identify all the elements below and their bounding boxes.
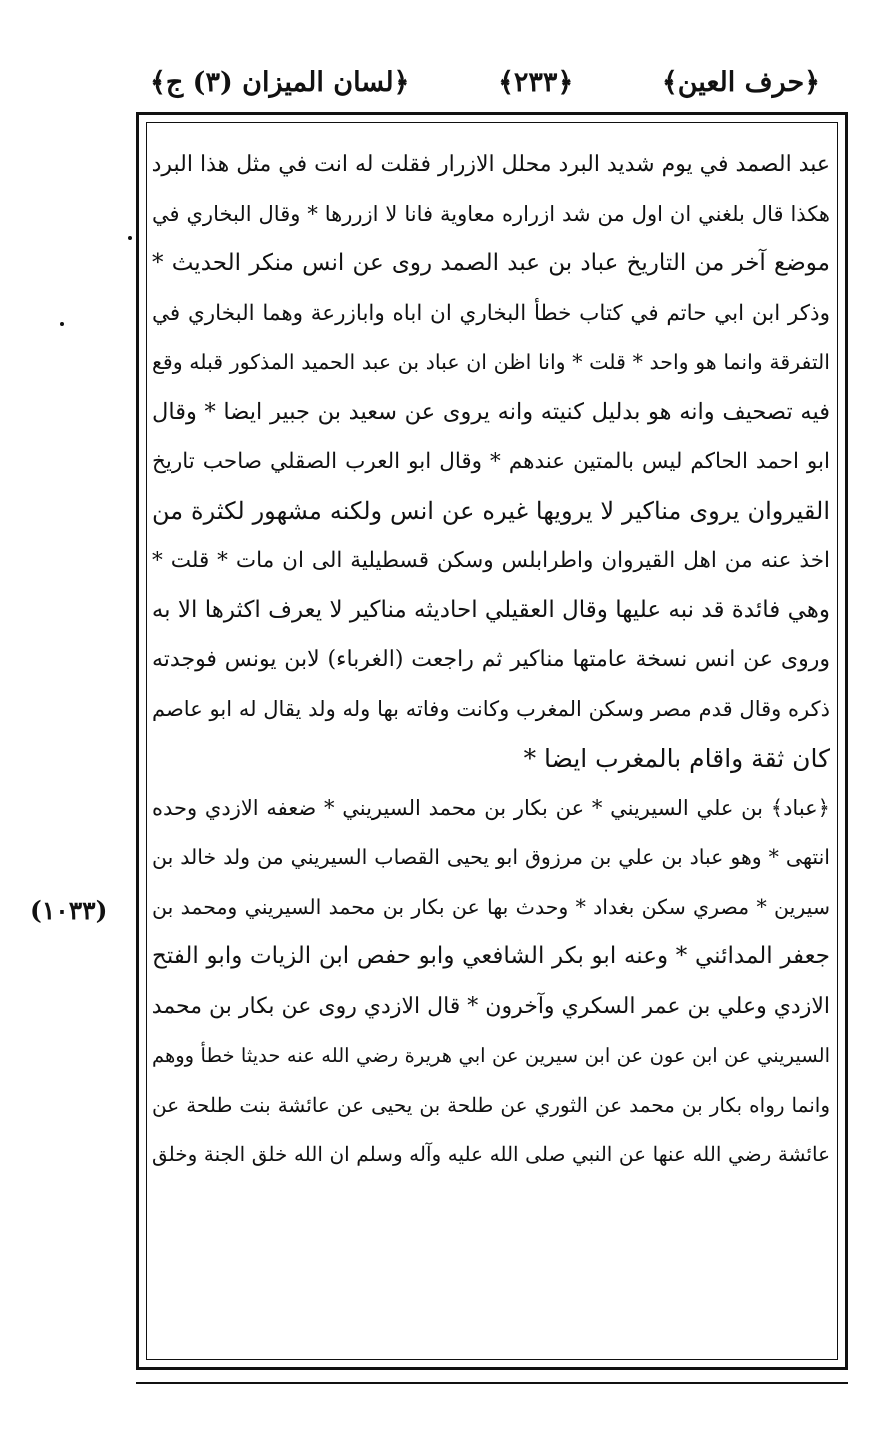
main-text bbox=[152, 140, 830, 1180]
header-chapter-title: ﴿حرف العين﴾ bbox=[661, 66, 820, 98]
text-line: ذكره وقال قدم مصر وسكن المغرب وكانت وفاته بها وله ولد يقال له ابو عاصم bbox=[152, 696, 830, 721]
header-book-title: ﴿لسان الميزان (٣) ج﴾ bbox=[150, 66, 410, 98]
header-page-number: ﴿٢٣٣﴾ bbox=[498, 66, 574, 98]
margin-mark-dot bbox=[128, 236, 132, 240]
text-line: موضع آخر من التاريخ عباد بن عبد الصمد روى عن انس منكر الحديث * bbox=[152, 250, 830, 276]
text-line: وروى عن انس نسخة عامتها مناكير ثم راجعت (الغرباء) لابن يونس فوجدته bbox=[152, 647, 830, 672]
running-header bbox=[150, 58, 820, 106]
text-line: اخذ عنه من اهل القيروان واطرابلس وسكن قسطيلية الى ان مات * قلت * bbox=[152, 548, 830, 573]
bottom-rule bbox=[136, 1382, 848, 1384]
text-line: وذكر ابن ابي حاتم في كتاب خطأ البخاري ان اباه وابازرعة وهما البخاري في bbox=[152, 300, 830, 326]
text-line: سيرين * مصري سكن بغداد * وحدث بها عن بكار بن محمد السيريني ومحمد بن bbox=[152, 894, 830, 919]
text-line: جعفر المدائني * وعنه ابو بكر الشافعي وابو حفص ابن الزيات وابو الفتح bbox=[152, 943, 830, 969]
text-line: وانما رواه بكار بن محمد عن الثوري عن طلحة بن يحيى عن عائشة بنت طلحة عن bbox=[152, 1092, 830, 1117]
text-line: ابو احمد الحاكم ليس بالمتين عندهم * وقال ابو العرب الصقلي صاحب تاريخ bbox=[152, 449, 830, 474]
text-line: السيريني عن ابن عون عن ابن سيرين عن ابي هريرة رضي الله عنه حديثا خطأ ووهم bbox=[152, 1044, 830, 1067]
entry-heading-line: ﴿عباد﴾ بن علي السيريني * عن بكار بن محمد السيريني * ضعفه الازدي وحده bbox=[152, 795, 830, 820]
text-line: عائشة رضي الله عنها عن النبي صلى الله عليه وآله وسلم ان الله خلق الجنة وخلق bbox=[152, 1142, 830, 1166]
text-line: وهي فائدة قد نبه عليها وقال العقيلي احاديثه مناكير لا يعرف اكثرها الا به bbox=[152, 596, 830, 623]
text-line: انتهى * وهو عباد بن علي بن مرزوق ابو يحيى القصاب السيريني من ولد خالد بن bbox=[152, 845, 830, 869]
text-line: فيه تصحيف وانه هو بدليل كنيته وانه يروى عن سعيد بن جبير ايضا * وقال bbox=[152, 398, 830, 425]
text-line: التفرقة وانما هو واحد * قلت * وانا اظن ان عباد بن عبد الحميد المذكور قبله وقع bbox=[152, 350, 830, 374]
text-line: هكذا قال بلغني ان اول من شد ازراره معاوية فانا لا ازررها * وقال البخاري في bbox=[152, 201, 830, 226]
text-line: القيروان يروى مناكير لا يرويها غيره عن انس ولكنه مشهور لكثرة من bbox=[152, 496, 830, 525]
text-line: عبد الصمد في يوم شديد البرد محلل الازرار فقلت له انت في مثل هذا البرد bbox=[152, 152, 830, 177]
text-line: الازدي وعلي بن عمر السكري وآخرون * قال الازدي روى عن بكار بن محمد bbox=[152, 993, 830, 1019]
margin-mark-dot bbox=[60, 322, 64, 326]
entry-number: (١٠٣٣) bbox=[30, 896, 108, 925]
text-line-paragraph-end: كان ثقة واقام بالمغرب ايضا * bbox=[523, 744, 830, 773]
